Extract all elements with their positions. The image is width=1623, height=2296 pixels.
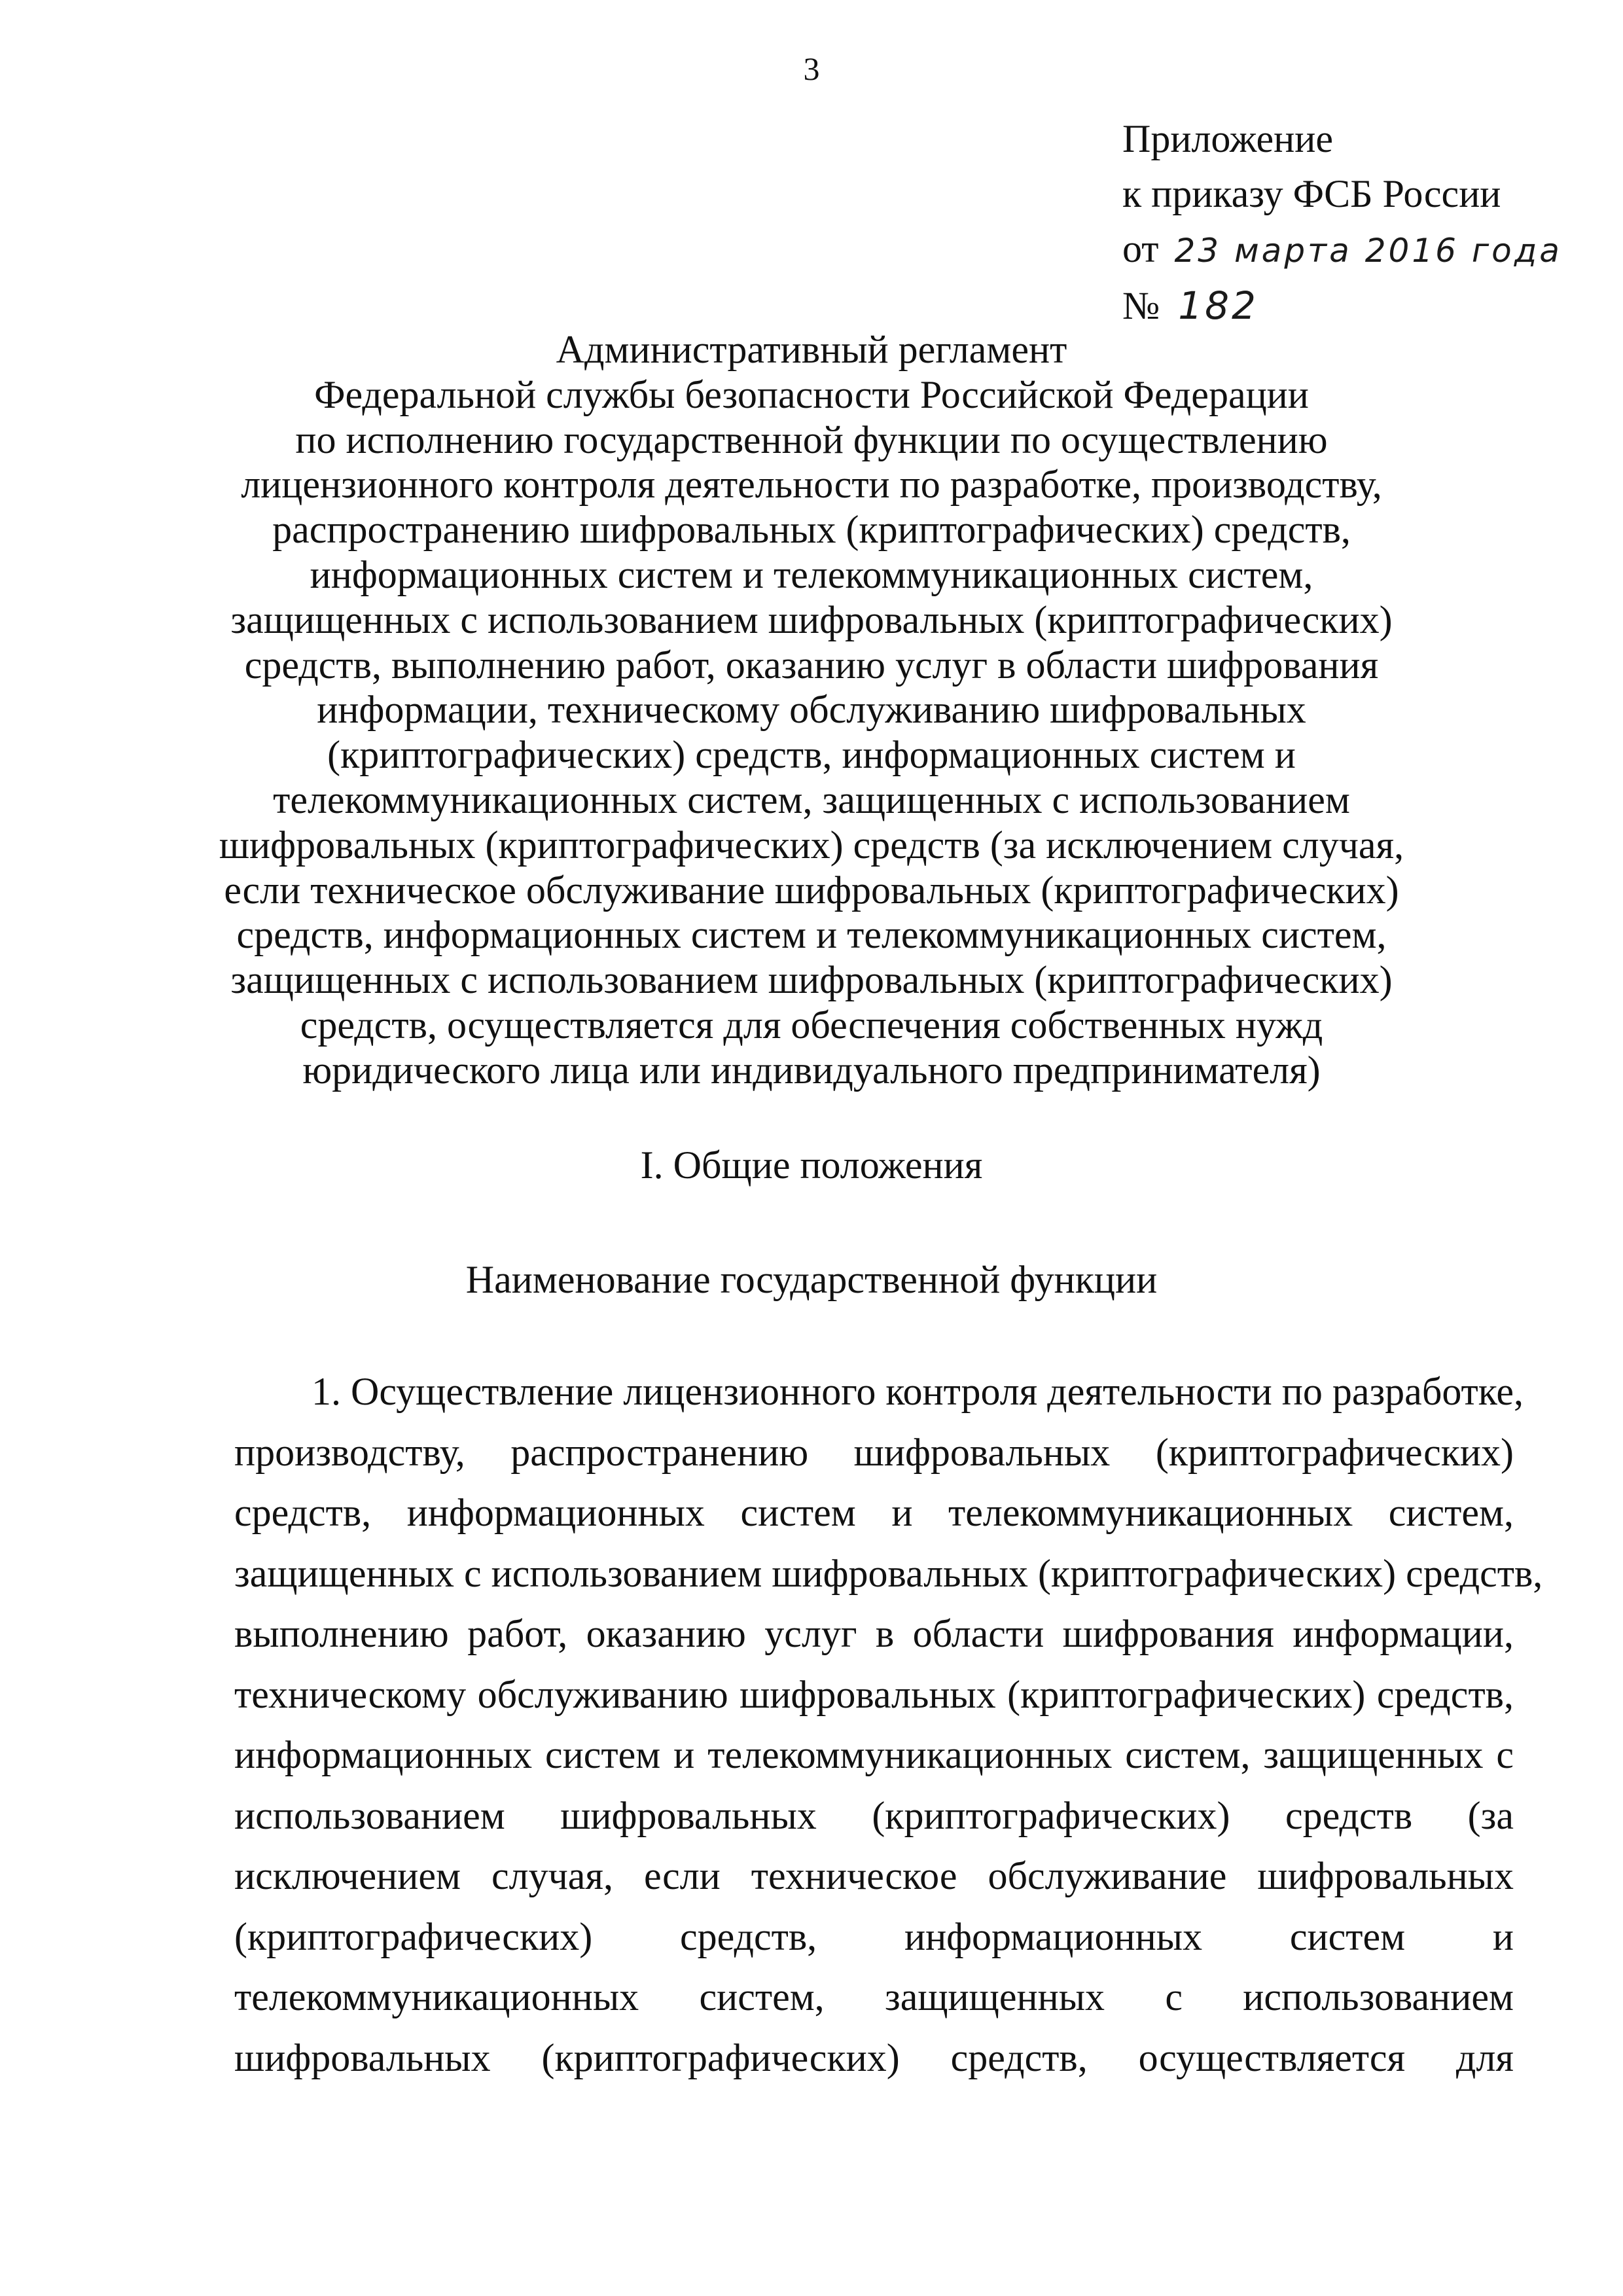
paragraph-line: 1. Осуществление лицензионного контроля деятельности по разработке, [312, 1370, 1524, 1413]
title-line: если техническое обслуживание шифровальных (криптографических) [224, 868, 1399, 912]
appendix-number-line [1122, 278, 1607, 333]
appendix-label: Приложение [1122, 117, 1334, 160]
paragraph-line: информационных систем и телекоммуникационных систем, защищенных с [234, 1733, 1514, 1776]
subheading: Наименование государственной функции [465, 1258, 1158, 1301]
title-line: (криптографических) средств, информационных систем и [327, 733, 1296, 777]
title-line: информационных систем и телекоммуникационных систем, [310, 552, 1313, 596]
title-line: лицензионного контроля деятельности по разработке, производству, [241, 463, 1382, 507]
page-number: 3 [803, 50, 820, 87]
paragraph-line: техническому обслуживанию шифровальных (криптографических) средств, [234, 1672, 1514, 1716]
title-line: Административный регламент [556, 328, 1067, 371]
paragraph-line: выполнению работ, оказанию услуг в области шифрования информации, [234, 1612, 1514, 1655]
title-line: по исполнению государственной функции по осуществлению [295, 418, 1328, 461]
paragraph-line: защищенных с использованием шифровальных (криптографических) средств, [234, 1551, 1543, 1595]
title-line: средств, осуществляется для обеспечения собственных нужд [300, 1003, 1323, 1047]
appendix-date-prefix: от [1122, 227, 1159, 270]
section-heading: I. Общие положения [640, 1143, 983, 1187]
title-line: средств, информационных систем и телекоммуникационных систем, [236, 913, 1387, 957]
title-line: средств, выполнению работ, оказанию услуг в области шифрования [244, 643, 1379, 687]
handwritten-number: 182 [1178, 283, 1258, 328]
paragraph-1 [234, 1361, 1543, 2088]
title-line: информации, техническому обслуживанию шифровальных [317, 688, 1306, 732]
title-line: телекоммуникационных систем, защищенных с использованием [273, 778, 1350, 821]
appendix-number-prefix: № [1122, 284, 1160, 327]
title-line: защищенных с использованием шифровальных (криптографических) [230, 598, 1393, 641]
appendix-order-ref: к приказу ФСБ России [1122, 172, 1501, 215]
appendix-block [1122, 111, 1607, 333]
title-line: распространению шифровальных (криптографических) средств, [272, 508, 1351, 552]
title-line: защищенных с использованием шифровальных (криптографических) [230, 958, 1393, 1002]
paragraph-line: исключением случая, если техническое обслуживание шифровальных [234, 1854, 1514, 1897]
title-line: Федеральной службы безопасности Российской Федерации [314, 372, 1309, 416]
regulation-title [196, 327, 1427, 1093]
paragraph-line: производству, распространению шифровальных (криптографических) [234, 1430, 1514, 1474]
paragraph-line: использованием шифровальных (криптографических) средств (за [234, 1793, 1514, 1837]
appendix-date-line [1122, 221, 1607, 278]
paragraph-line: шифровальных (криптографических) средств, осуществляется для [234, 2036, 1514, 2079]
title-line: юридического лица или индивидуального предпринимателя) [302, 1048, 1321, 1092]
handwritten-date: 23 марта 2016 года [1174, 232, 1562, 270]
paragraph-line: (криптографических) средств, информационных систем и [234, 1914, 1514, 1958]
paragraph-line: телекоммуникационных систем, защищенных с использованием [234, 1975, 1514, 2018]
title-line: шифровальных (криптографических) средств (за исключением случая, [219, 823, 1404, 867]
paragraph-line: средств, информационных систем и телекоммуникационных систем, [234, 1491, 1514, 1534]
